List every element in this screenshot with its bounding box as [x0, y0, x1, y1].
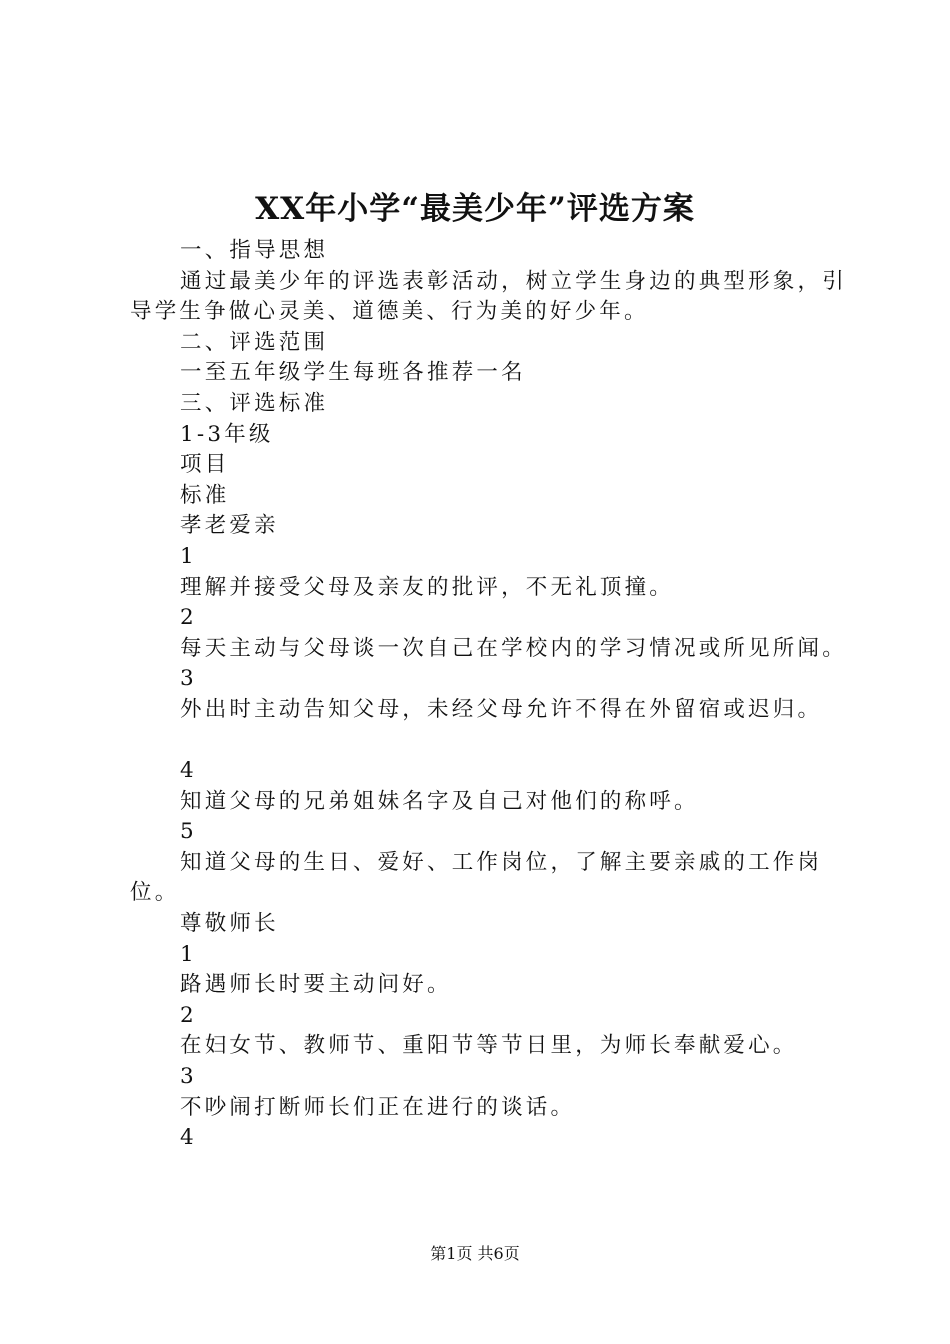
paragraph-scope: 一至五年级学生每班各推荐一名 [180, 360, 526, 386]
section-heading-criteria: 三、评选标准 [180, 390, 329, 416]
page-footer: 第1页 共6页 [430, 1244, 520, 1263]
section-heading-scope: 二、评选范围 [180, 329, 329, 355]
item-number: 2 [180, 1002, 197, 1028]
item-number: 4 [180, 758, 197, 784]
item-text: 在妇女节、教师节、重阳节等节日里，为师长奉献爱心。 [180, 1033, 798, 1059]
item-number: 2 [180, 605, 197, 631]
document-body [130, 236, 850, 1154]
blank-line [130, 726, 850, 757]
item-number: 5 [180, 819, 197, 845]
grade-label: 1-3年级 [180, 421, 274, 447]
item-text: 知道父母的兄弟姐妹名字及自己对他们的称呼。 [180, 788, 699, 814]
column-header-item: 项目 [180, 452, 230, 478]
item-text: 外出时主动告知父母，未经父母允许不得在外留宿或迟归。 [180, 696, 823, 722]
item-text: 理解并接受父母及亲友的批评，不无礼顶撞。 [180, 574, 675, 600]
item-text: 知道父母的生日、爱好、工作岗位，了解主要亲戚的工作岗位。 [130, 849, 823, 906]
document-title: XX年小学“最美少年”评选方案 [255, 191, 695, 227]
item-number: 1 [180, 941, 197, 967]
paragraph-guiding-ideology: 通过最美少年的评选表彰活动，树立学生身边的典型形象，引导学生争做心灵美、道德美、行为美的好少年。 [130, 268, 847, 325]
category-respect-teachers: 尊敬师长 [180, 911, 279, 937]
item-number: 3 [180, 1064, 197, 1090]
section-heading-guiding-ideology: 一、指导思想 [180, 238, 329, 263]
item-text: 路遇师长时要主动问好。 [180, 972, 452, 998]
column-header-standard: 标准 [180, 482, 230, 508]
item-number: 3 [180, 666, 197, 692]
item-number: 1 [180, 543, 197, 569]
item-text: 不吵闹打断师长们正在进行的谈话。 [180, 1094, 576, 1120]
item-text: 每天主动与父母谈一次自己在学校内的学习情况或所见所闻。 [180, 635, 847, 661]
item-number: 4 [180, 1125, 197, 1151]
category-filial-piety: 孝老爱亲 [180, 513, 279, 539]
